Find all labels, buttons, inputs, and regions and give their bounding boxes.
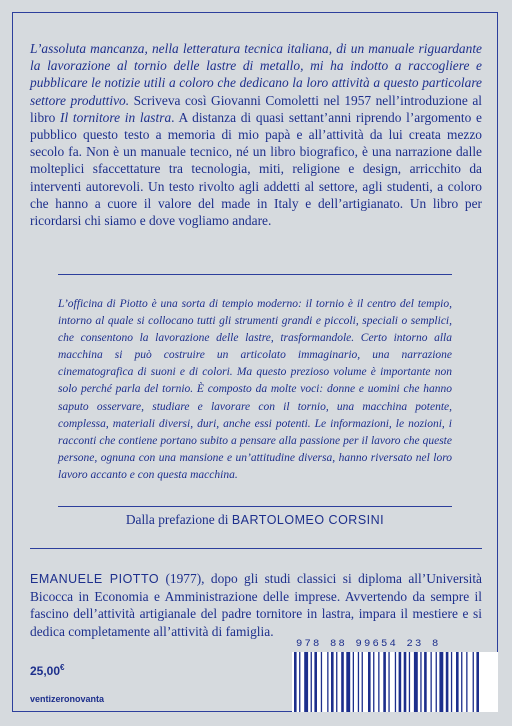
divider-top [58,274,452,275]
intro-quote: L’assoluta mancanza, nella letteratura tecnica italiana, di un manuale riguardante la lavorazione al tornio delle lastre di metallo, mi ha indotto a raccogliere e pubblicare le notizie utili a coloro che dedicano la loro attività a questo particolare settore produttivo. [30,41,482,108]
barcode-bar [321,652,322,712]
barcode-bar [314,652,317,712]
barcode-bar [466,652,467,712]
barcode-bar [461,652,462,712]
barcode-bar [294,652,297,712]
barcode-bar [476,652,479,712]
bio-text: (1977), dopo gli studi classici si diploma all’Università Bicocca in Economia e Amministrazione delle imprese. Avvertendo da sempre il fascino dell’attività artigianale del padre tornitore in lastra, impara il mestiere e si dedica completamente all’attività di famiglia. [30,571,482,639]
barcode-graphic [292,652,498,712]
barcode [292,652,498,712]
barcode-bar [378,652,379,712]
barcode-bar [353,652,354,712]
publisher-logo: ventizeronovanta [30,694,105,704]
barcode-bar [358,652,359,712]
barcode-bar [409,652,410,712]
barcode-bar [395,652,396,712]
barcode-bar [431,652,432,712]
preface-quote: L’officina di Piotto è una sorta di tempio moderno: il tornio è il centro del tempio, intorno al quale si collocano tutti gli strumenti grandi e piccoli, speciali o semplici, che consentono la lavorazione delle lastre, trasformandole. Certo intorno alla macchina si può costruire un articolato immaginario, una narrazione cinematografica di suoni e di colori. Ma questo prezioso volume è importante non solo perché parla del tornio. È composto da molte voci: donne e uomini che hanno saputo osservare, studiare e lavorare con il tornio, una macchina potente, complessa, materiali diversi, duri, anche essi potenti. Le informazioni, le nozioni, i racconti che contiene portano subito a pensare alla passione per il lavoro che queste persone, ognuna con una mansione e un’attitudine diversa, hanno riversato nel loro lavoro accanto e con questa macchina. [58,298,452,481]
barcode-bar [341,652,344,712]
barcode-bar [331,652,334,712]
barcode-bar [424,652,427,712]
divider-quote-bottom [58,506,452,507]
price-value: 25,00 [30,664,61,678]
author-bio [30,570,482,640]
barcode-bar [304,652,308,712]
intro-text-b: . A distanza di quasi settant’anni riprendo l’argomento e pubblico questo testo a memoria di mio papà e all’attività da lui creata mezzo secolo fa. Non è un manuale tecnico, né un libro biografico, è una narrazione dalle molteplici sfaccettature tra tecnologia, miti, religione e design, arricchito da interventi autorevoli. Un testo rivolto agli addetti al settore, agli studenti, a coloro che hanno a cuore il valore del made in Italy e dell’artigianato. Un libro per ricordarsi chi siamo e dove vogliamo andare. [30,109,482,229]
barcode-bar [420,652,421,712]
barcode-bar [362,652,363,712]
preface-attribution [58,512,452,528]
book-title: Il tornitore in lastra [60,109,172,125]
barcode-bar [446,652,449,712]
intro-paragraph [30,40,482,229]
intro-text-a: Scriveva così Giovanni Comoletti nel 1957 nell’introduzione al libro [30,92,482,125]
barcode-bar [388,652,389,712]
barcode-bar [383,652,386,712]
barcode-bar [439,652,443,712]
divider-bio [30,548,482,549]
isbn-number: 978 88 99654 23 8 [296,638,441,650]
barcode-bar [327,652,328,712]
barcode-bar [299,652,300,712]
barcode-bar [373,652,374,712]
barcode-bar [414,652,418,712]
price-label [30,663,64,678]
attribution-name: BARTOLOMEO CORSINI [231,513,385,527]
barcode-bar [368,652,371,712]
barcode-bar [311,652,312,712]
price-currency: € [60,663,65,672]
attribution-prefix: Dalla prefazione di [125,512,232,527]
barcode-bar [436,652,437,712]
barcode-bar [399,652,402,712]
barcode-bar [404,652,407,712]
barcode-bar [336,652,337,712]
barcode-bar [451,652,452,712]
barcode-bar [346,652,350,712]
barcode-bar [456,652,459,712]
author-name: EMANUELE PIOTTO [30,572,160,586]
barcode-bar [473,652,474,712]
